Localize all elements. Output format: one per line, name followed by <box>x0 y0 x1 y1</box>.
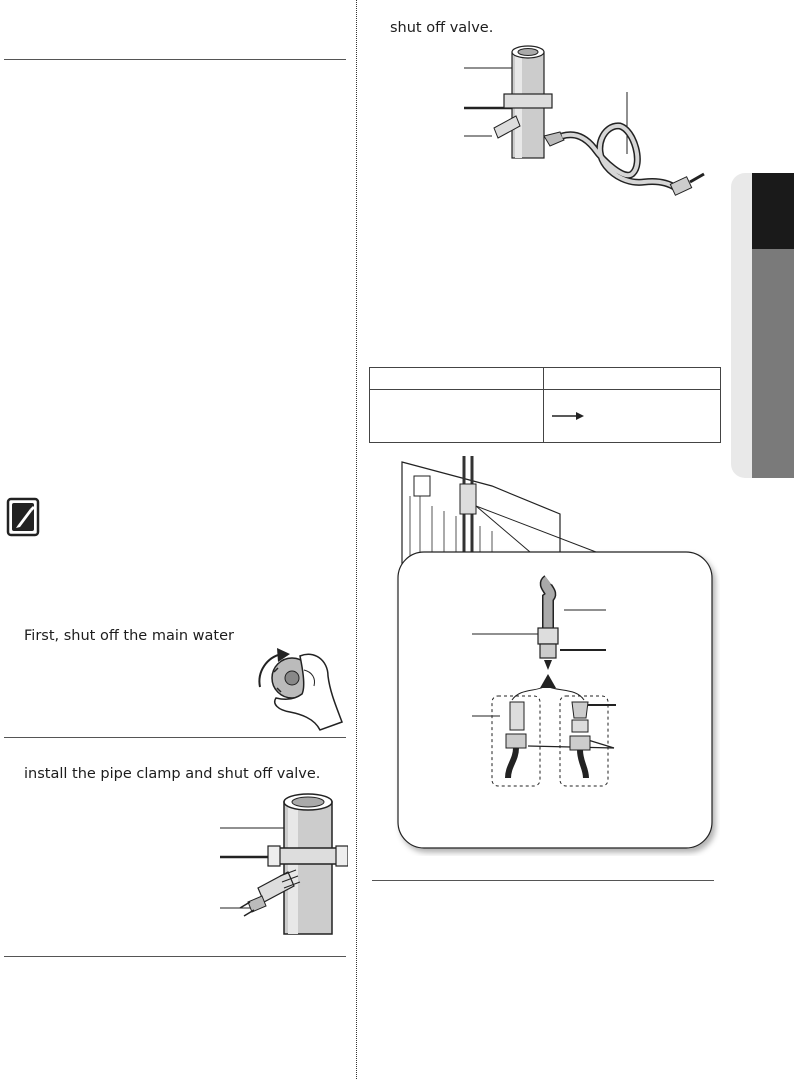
table-header-cell-2 <box>544 368 721 390</box>
table-cell-2 <box>544 390 721 443</box>
top-left-rule <box>4 59 346 60</box>
column-divider <box>356 0 357 1079</box>
water-valve-hand-icon <box>250 642 345 732</box>
pipe-clamp-valve-icon <box>218 790 348 942</box>
arrow-right-icon <box>550 410 590 422</box>
mid-left-rule <box>4 737 346 738</box>
connector-table <box>369 367 721 443</box>
table-header-cell-1 <box>370 368 544 390</box>
note-icon <box>6 497 42 537</box>
step1-text: First, shut off the main water <box>24 628 234 644</box>
refrigerator-connection-icon <box>380 456 720 856</box>
pipe-clamp-tubing-icon <box>464 44 709 204</box>
right-top-text: shut off valve. <box>390 20 494 36</box>
side-tab-active <box>752 173 794 249</box>
side-tab-inactive <box>752 249 794 478</box>
table-cell-1 <box>370 390 544 443</box>
bottom-left-rule <box>4 956 346 957</box>
step2-text: install the pipe clamp and shut off valve. <box>24 766 321 782</box>
bottom-right-rule <box>372 880 714 881</box>
